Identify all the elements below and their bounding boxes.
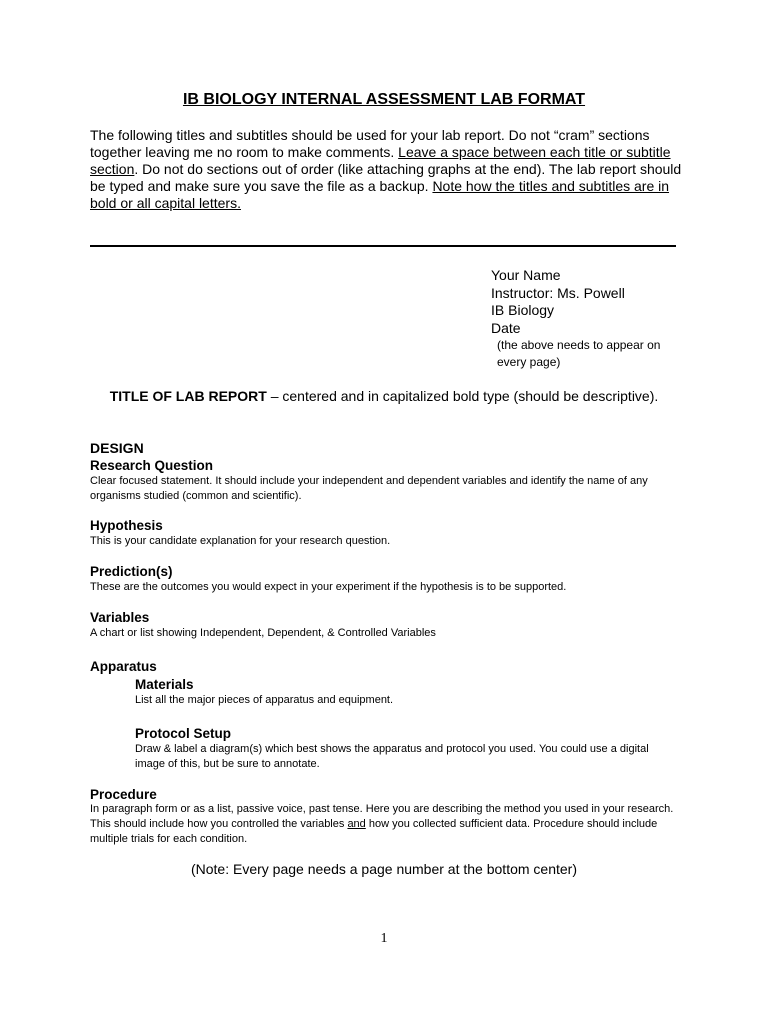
header-block [491,267,660,371]
header-note-line1: (the above needs to appear on [497,338,661,352]
lab-title-bold: TITLE OF LAB REPORT [109,388,267,404]
lab-title-instruction [90,388,678,405]
design-heading: DESIGN [90,440,144,456]
research-question-heading: Research Question [90,458,214,473]
lab-title-rest: – centered and in capitalized bold type (should be descriptive). [266,388,659,404]
document-title: IB BIOLOGY INTERNAL ASSESSMENT LAB FORMAT [182,91,586,108]
horizontal-divider [90,245,676,247]
header-note-line2: every page) [497,355,561,369]
header-instructor: Instructor: Ms. Powell [491,284,625,301]
research-question-text: Clear focused statement. It should include your independent and dependent variables and identify the name of any organisms studied (common and scientific). [90,475,648,502]
procedure-text-2: how you collected sufficient data. Procedure should include multiple trials for each condition. [90,818,658,845]
page-number: 1 [380,931,388,946]
intro-text-1: The following titles and subtitles should be used for your lab report. Do not “cram” sections together leaving me no room to make comments. [90,127,650,160]
intro-text-underlined-1: Leave a space between each title or subtitle section [90,144,671,177]
header-course: IB Biology [491,302,555,318]
hypothesis-heading: Hypothesis [90,518,163,533]
materials-heading: Materials [135,677,194,692]
apparatus-heading: Apparatus [90,659,157,674]
materials-text: List all the major pieces of apparatus and equipment. [135,694,394,706]
procedure-text-underlined: and [347,818,366,830]
variables-heading: Variables [90,610,150,625]
procedure-heading: Procedure [90,787,157,802]
header-your-name: Your Name [491,267,561,283]
intro-paragraph [90,127,690,212]
hypothesis-text: This is your candidate explanation for your research question. [90,535,391,547]
procedure-text [90,802,680,847]
intro-text-underlined-2: Note how the titles and subtitles are in bold or all capital letters. [90,178,670,211]
protocol-setup-text: Draw & label a diagram(s) which best shows the apparatus and protocol you used. You could use a digital image of this, but be sure to annotate. [135,743,649,770]
variables-text: A chart or list showing Independent, Dependent, & Controlled Variables [90,627,436,639]
footer-note: (Note: Every page needs a page number at the bottom center) [190,861,577,877]
protocol-setup-heading: Protocol Setup [135,726,232,741]
predictions-text: These are the outcomes you would expect in your experiment if the hypothesis is to be supported. [90,581,567,593]
predictions-heading: Prediction(s) [90,564,173,579]
procedure-text-1: In paragraph form or as a list, passive voice, past tense. Here you are describing the method you used in your research. This should include how you controlled the variables [90,803,674,830]
intro-text-2: . Do not do sections out of order (like attaching graphs at the end). The lab report should be typed and make sure you save the file as a backup. [90,161,682,194]
header-date: Date [491,319,521,336]
